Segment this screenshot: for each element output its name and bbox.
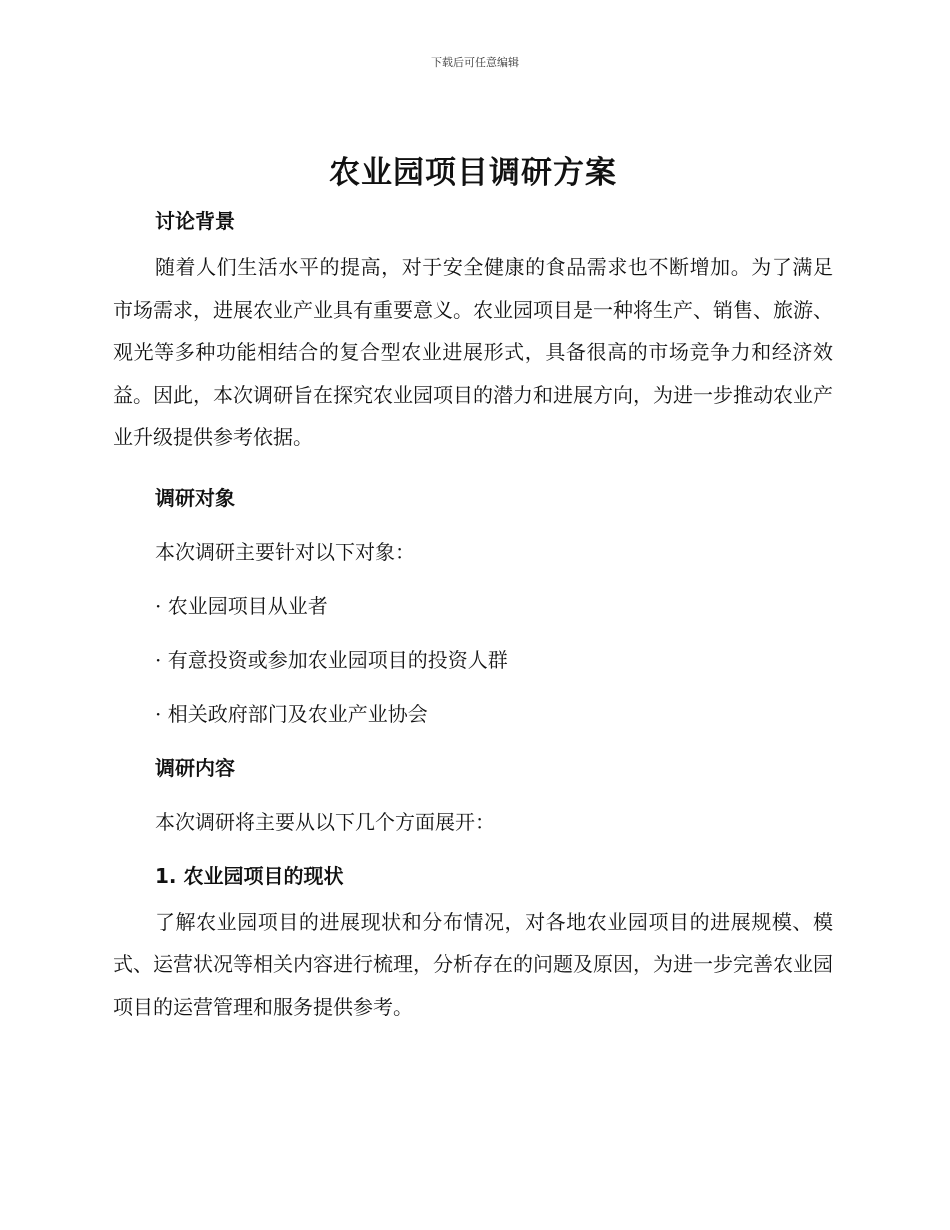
section-heading-objects: 调研对象 [155, 485, 235, 510]
background-paragraph: 随着人们生活水平的提高，对于安全健康的食品需求也不断增加。为了满足市场需求，进展农业产业具有重要意义。农业园项目是一种将生产、销售、旅游、观光等多种功能相结合的复合型农业进展形式，具备很高的市场竞争力和经济效益。因此，本次调研旨在探究农业园项目的潜力和进展方向，为进一步推动农业产业升级提供参考依据。 [113, 255, 833, 449]
objects-list-item: · 农业园项目从业者 [155, 593, 328, 618]
objects-list-item: · 有意投资或参加农业园项目的投资人群 [155, 647, 508, 672]
section-heading-content: 调研内容 [155, 755, 235, 780]
section-heading-background: 讨论背景 [155, 209, 235, 233]
status-paragraph: 了解农业园项目的进展现状和分布情况，对各地农业园项目的进展规模、模式、运营状况等相关内容进行梳理，分析存在的问题及原因，为进一步完善农业园项目的运营管理和服务提供参考。 [113, 909, 833, 1019]
header-note: 下载后可任意编辑 [431, 56, 519, 69]
objects-intro: 本次调研主要针对以下对象： [155, 539, 415, 564]
content-intro: 本次调研将主要从以下几个方面展开： [155, 809, 495, 834]
subheading-status: 1. 农业园项目的现状 [155, 863, 344, 888]
document-title: 农业园项目调研方案 [329, 155, 617, 191]
document-body [113, 150, 833, 1028]
objects-list-item: · 相关政府部门及农业产业协会 [155, 701, 428, 726]
